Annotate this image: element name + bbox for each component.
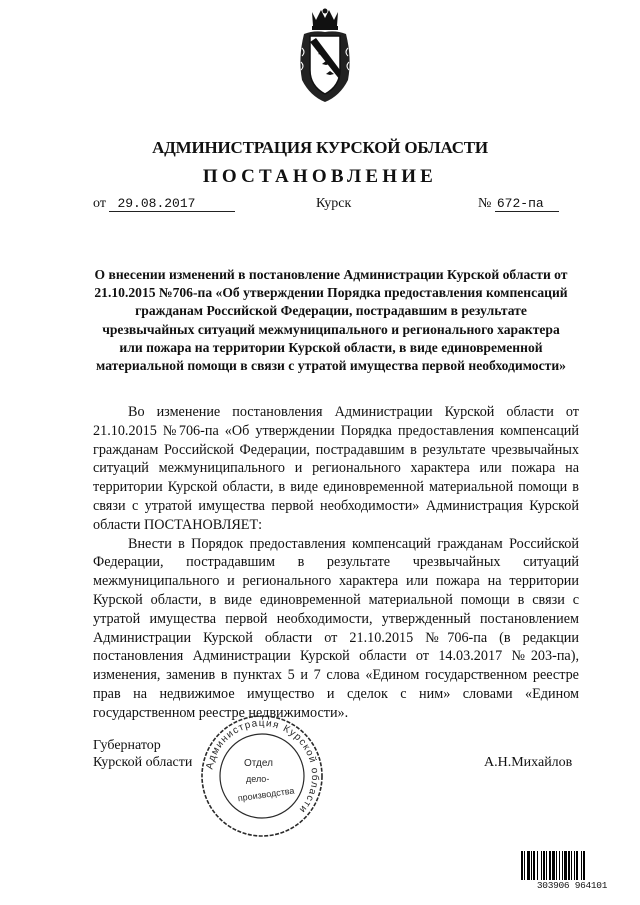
stamp-line: дело- <box>246 774 270 784</box>
stamp-line: Отдел <box>244 758 273 769</box>
number-prefix: № <box>478 196 492 211</box>
barcode-number: 303906 964101 <box>520 880 624 891</box>
body-paragraph: Во изменение постановления Администрации Курской области от 21.10.2015 №706-па «Об утверждении Порядка предоставления компенсаций гражданам Российской Федерации, пострадавшим в результате чрезвычайных ситуаций межмуниципального и регионального характера или пожара на территории Курской области, в виде единовременной материальной помощи в связи с утратой имущества первой необходимости» Администрация Курской области ПОСТАНОВЛЯЕТ: <box>93 404 579 533</box>
document-subject: О внесении изменений в постановление Администрации Курской области от 21.10.2015 №706-па «Об утверждении Порядка предоставления компенсаций гражданам Российской Федерации, пострадавшим в результате чрезвычайных ситуаций межмуниципального и регионального характера или пожара на территории Курской области, в виде единовременной материальной помощи в связи с утратой имущества первой необходимости» <box>94 267 568 374</box>
date-block <box>93 196 235 212</box>
official-stamp <box>198 712 326 840</box>
position-line: Курской области <box>93 755 193 770</box>
coat-of-arms-icon <box>290 8 360 104</box>
document-type: ПОСТАНОВЛЕНИЕ <box>202 166 438 187</box>
document-date: 29.08.2017 <box>109 197 235 212</box>
number-block <box>478 196 559 212</box>
signatory-name: А.Н.Михайлов <box>484 755 573 770</box>
stamp-ring-text: Администрация Курской области <box>204 717 321 816</box>
position-line: Губернатор <box>93 738 161 753</box>
document-city: Курск <box>316 196 352 211</box>
document-body <box>93 403 579 723</box>
signatory-position <box>93 737 192 771</box>
body-paragraph: Внести в Порядок предоставления компенсаций гражданам Российской Федерации, пострадавшим в результате чрезвычайных ситуаций межмуниципального и регионального характера или пожара на территории Курской области, в виде единовременной материальной помощи в связи с утратой имущества первой необходимости, утвержденный постановлением Администрации Курской области от 21.10.2015 №706-па (в редакции постановления Администрации Курской области от 14.03.2017 №203-па), изменения, заменив в пунктах 5 и 7 слова «Едином государственном реестре прав на недвижимое имущество и сделок с ним» словами «Едином государственном реестре недвижимости». <box>93 535 579 721</box>
organization-title: АДМИНИСТРАЦИЯ КУРСКОЙ ОБЛАСТИ <box>152 138 488 157</box>
date-prefix: от <box>93 196 106 211</box>
document-number: 672-па <box>495 197 559 212</box>
stamp-line: производства <box>237 785 296 804</box>
